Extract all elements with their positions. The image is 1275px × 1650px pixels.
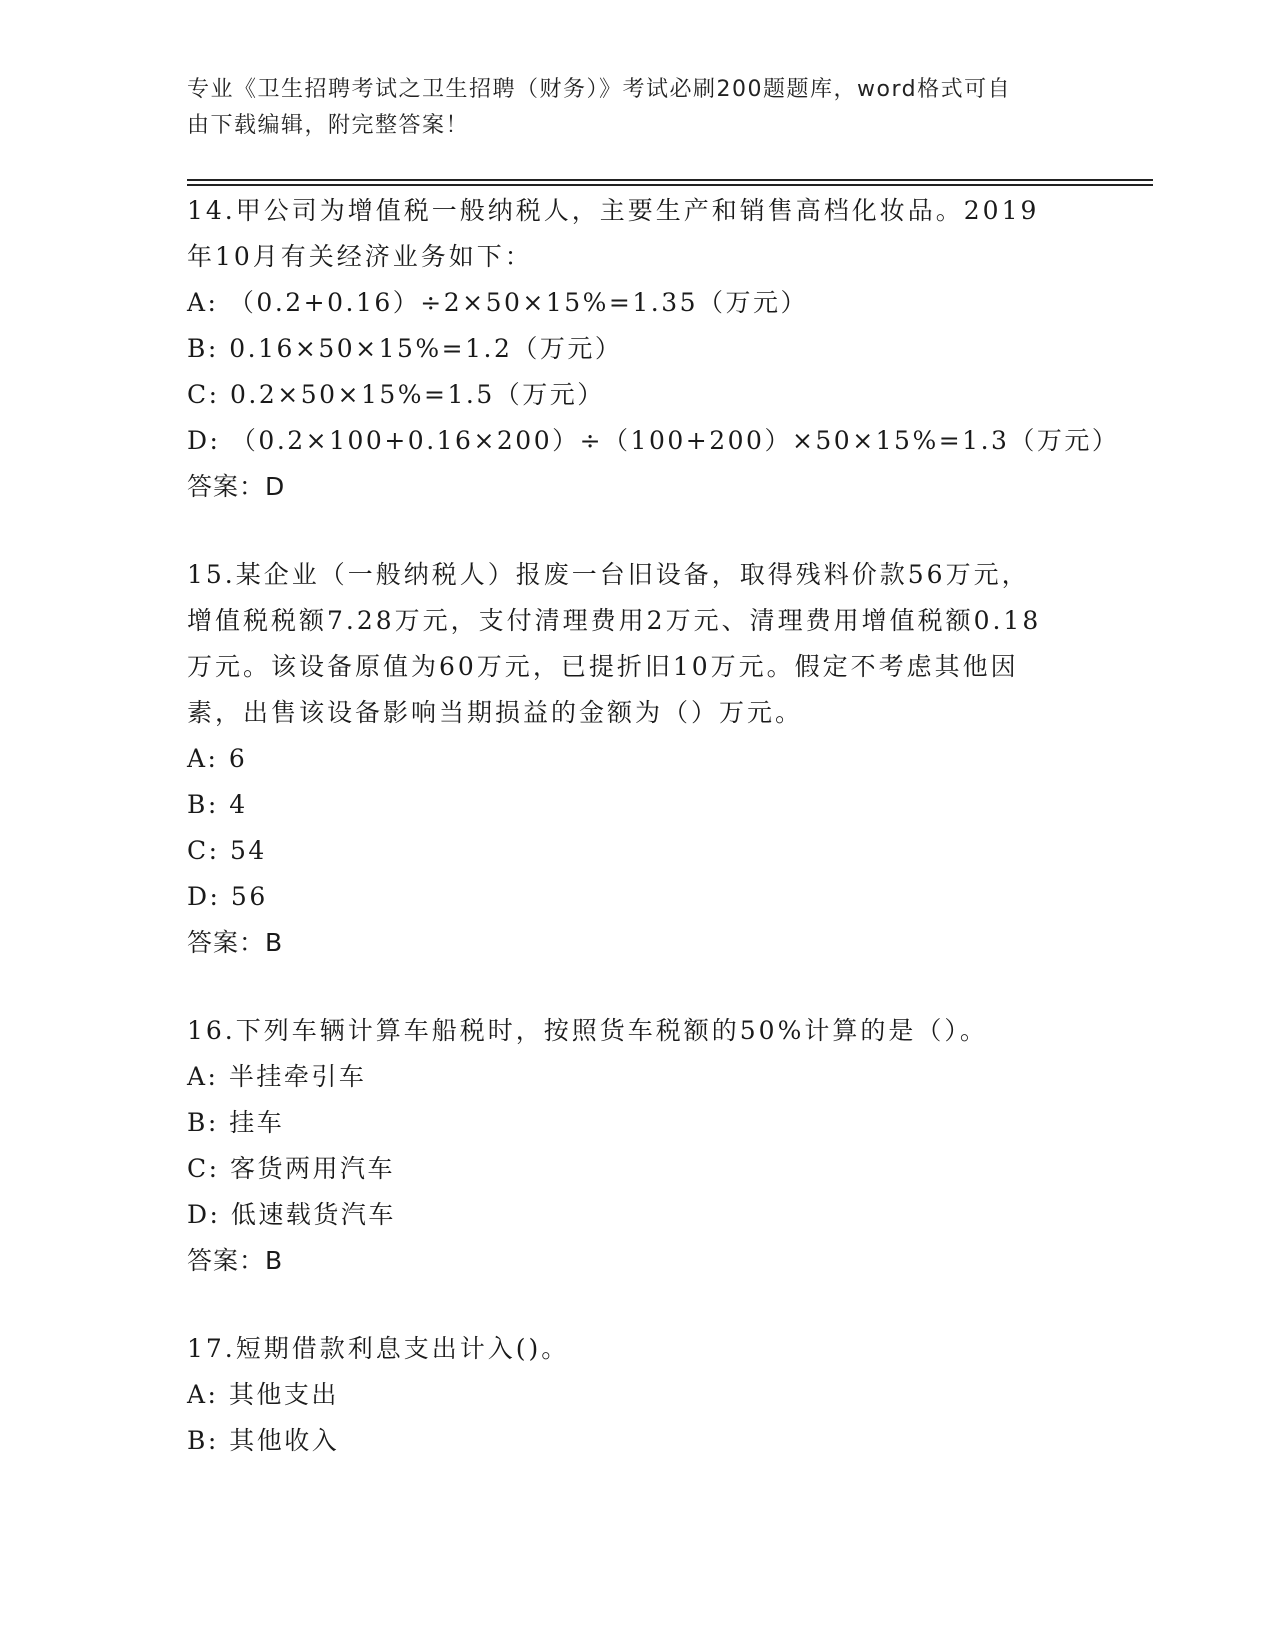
header-divider-bottom <box>187 184 1153 186</box>
option-b: B: 0.16×50×15%=1.2（万元） <box>187 334 623 363</box>
option-a: A: 半挂牵引车 <box>187 1062 367 1091</box>
option-c: C: 0.2×50×15%=1.5（万元） <box>187 380 605 409</box>
answer: 答案：B <box>187 1246 284 1275</box>
option-d: D: （0.2×100+0.16×200）÷（100+200）×50×15%=1.3（万元） <box>187 426 1120 455</box>
answer: 答案：B <box>187 928 284 957</box>
option-c: C: 54 <box>187 836 267 865</box>
stem-line: 素，出售该设备影响当期损益的金额为（）万元。 <box>187 698 804 727</box>
option-a: A: 其他支出 <box>187 1380 339 1409</box>
option-a: A: （0.2+0.16）÷2×50×15%=1.35（万元） <box>187 288 809 317</box>
option-d: D: 56 <box>187 882 268 911</box>
header-line-1: 专业《卫生招聘考试之卫生招聘（财务）》考试必刷200题题库，word格式可自 <box>187 77 1012 102</box>
option-b: B: 挂车 <box>187 1108 285 1137</box>
question-stem <box>187 1326 1087 1372</box>
question-16 <box>187 1008 1087 1284</box>
stem-line: 15.某企业（一般纳税人）报废一台旧设备，取得残料价款56万元， <box>187 560 1030 589</box>
question-14 <box>187 188 1120 510</box>
option-a: A: 6 <box>187 744 248 773</box>
stem-line: 增值税税额7.28万元，支付清理费用2万元、清理费用增值税额0.18 <box>187 606 1042 635</box>
header-line-2: 由下载编辑，附完整答案！ <box>187 113 470 138</box>
document-header <box>187 72 1077 144</box>
question-15 <box>187 552 1087 966</box>
question-stem <box>187 552 1087 736</box>
stem-line: 万元。该设备原值为60万元，已提折旧10万元。假定不考虑其他因 <box>187 652 1019 681</box>
option-d: D: 低速载货汽车 <box>187 1200 396 1229</box>
stem-line: 14.甲公司为增值税一般纳税人，主要生产和销售高档化妆品。2019 <box>187 196 1040 225</box>
option-c: C: 客货两用汽车 <box>187 1154 395 1183</box>
answer: 答案：D <box>187 472 286 501</box>
stem-line: 年10月有关经济业务如下： <box>187 242 533 271</box>
stem-line: 16.下列车辆计算车船税时，按照货车税额的50%计算的是（）。 <box>187 1016 988 1045</box>
question-17 <box>187 1326 1087 1464</box>
stem-line: 17.短期借款利息支出计入()。 <box>187 1334 570 1363</box>
option-b: B: 4 <box>187 790 248 819</box>
question-stem <box>187 1008 1087 1054</box>
question-list <box>187 188 1120 1506</box>
option-b: B: 其他收入 <box>187 1426 340 1455</box>
header-divider-top <box>187 179 1153 181</box>
question-stem <box>187 188 1087 280</box>
